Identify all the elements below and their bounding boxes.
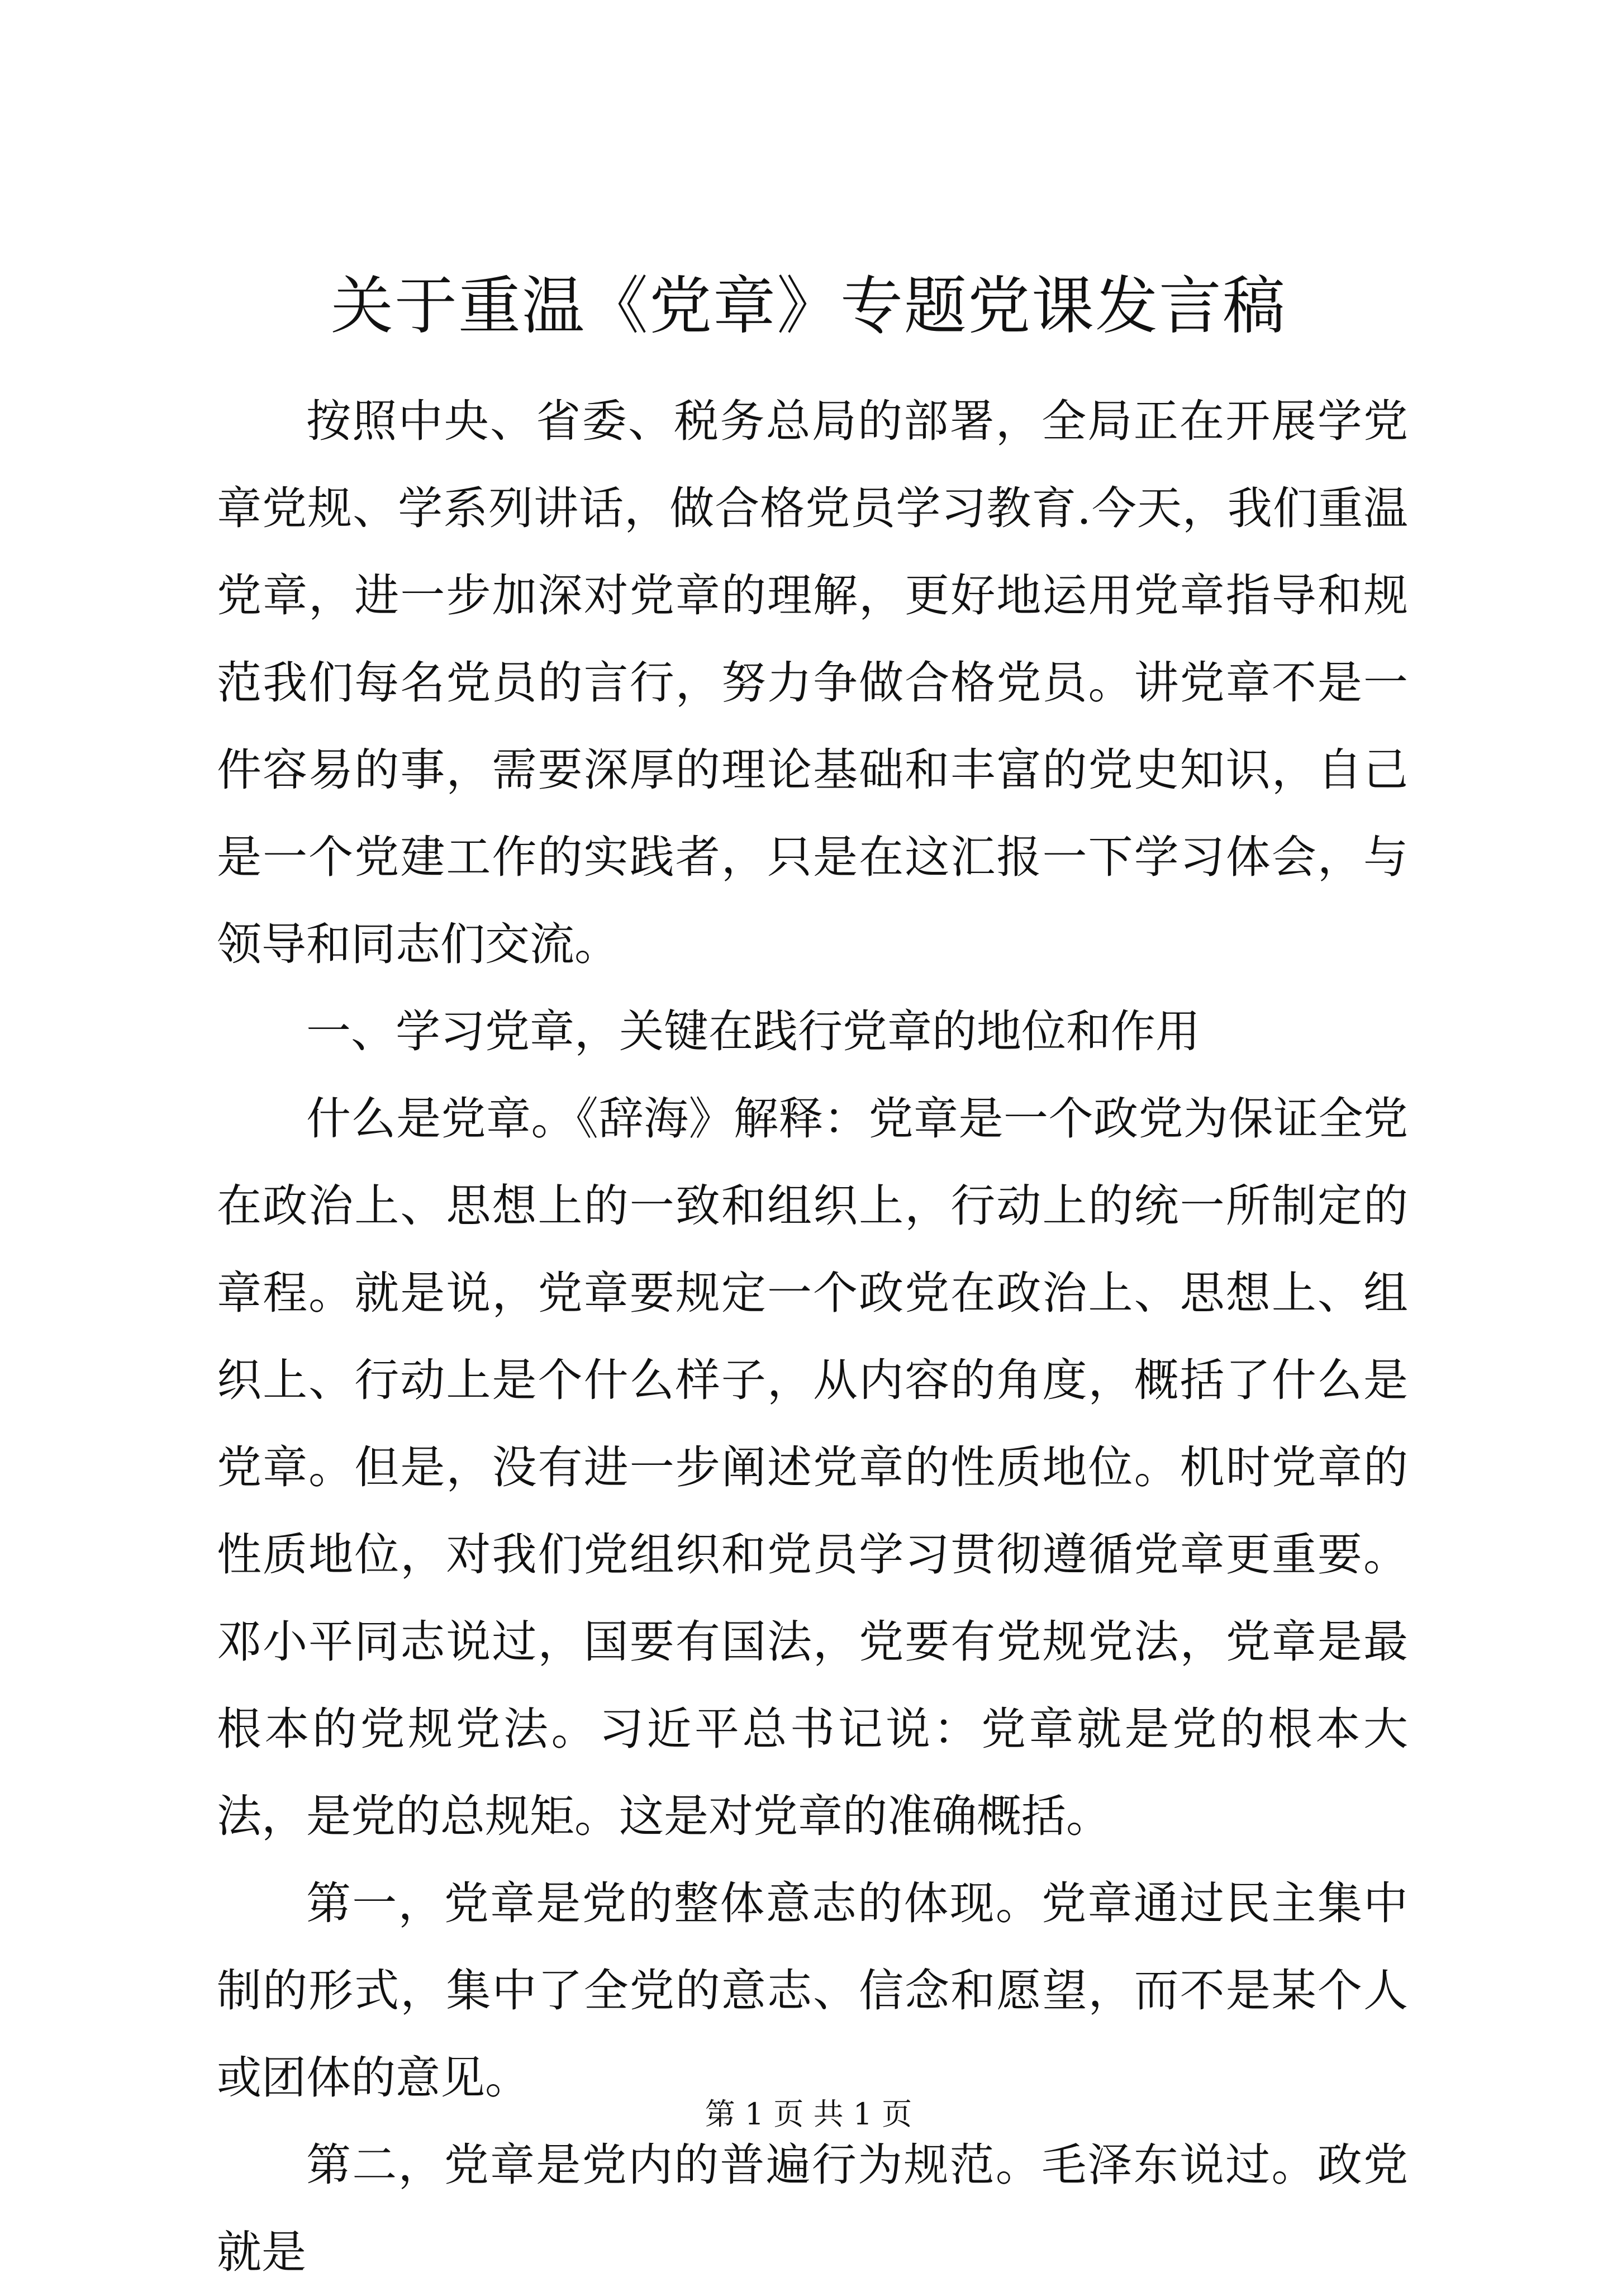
section-heading-1: 一、学习党章，关键在践行党章的地位和作用 <box>306 1005 1200 1057</box>
document-body <box>217 378 1408 2296</box>
paragraph-point-2: 第二，党章是党内的普遍行为规范。毛泽东说过。政党就是 <box>217 2139 1408 2278</box>
paragraph-intro: 按照中央、省委、税务总局的部署，全局正在开展学党章党规、学系列讲话，做合格党员学习教育.今天，我们重温党章，进一步加深对党章的理解，更好地运用党章指导和规范我们每名党员的言行，努力争做合格党员。讲党章不是一件容易的事，需要深厚的理论基础和丰富的党史知识，自己是一个党建工作的实践者，只是在这汇报一下学习体会，与领导和同志们交流。 <box>217 395 1408 970</box>
paragraph-definition: 什么是党章。《辞海》解释：党章是一个政党为保证全党在政治上、思想上的一致和组织上，行动上的统一所制定的章程。就是说，党章要规定一个政党在政治上、思想上、组织上、行动上是个什么样子，从内容的角度，概括了什么是党章。但是，没有进一步阐述党章的性质地位。机时党章的性质地位，对我们党组织和党员学习贯彻遵循党章更重要。邓小平同志说过，国要有国法，党要有党规党法，党章是最根本的党规党法。习近平总书记说：党章就是党的根本大法，是党的总规矩。这是对党章的准确概括。 <box>217 1093 1408 1842</box>
paragraph-point-1: 第一，党章是党的整体意志的体现。党章通过民主集中制的形式，集中了全党的意志、信念和愿望，而不是某个人或团体的意见。 <box>217 1877 1408 2104</box>
page-number-footer: 第 1 页 共 1 页 <box>705 2096 912 2132</box>
document-title: 关于重温《党章》专题党课发言稿 <box>331 270 1286 343</box>
